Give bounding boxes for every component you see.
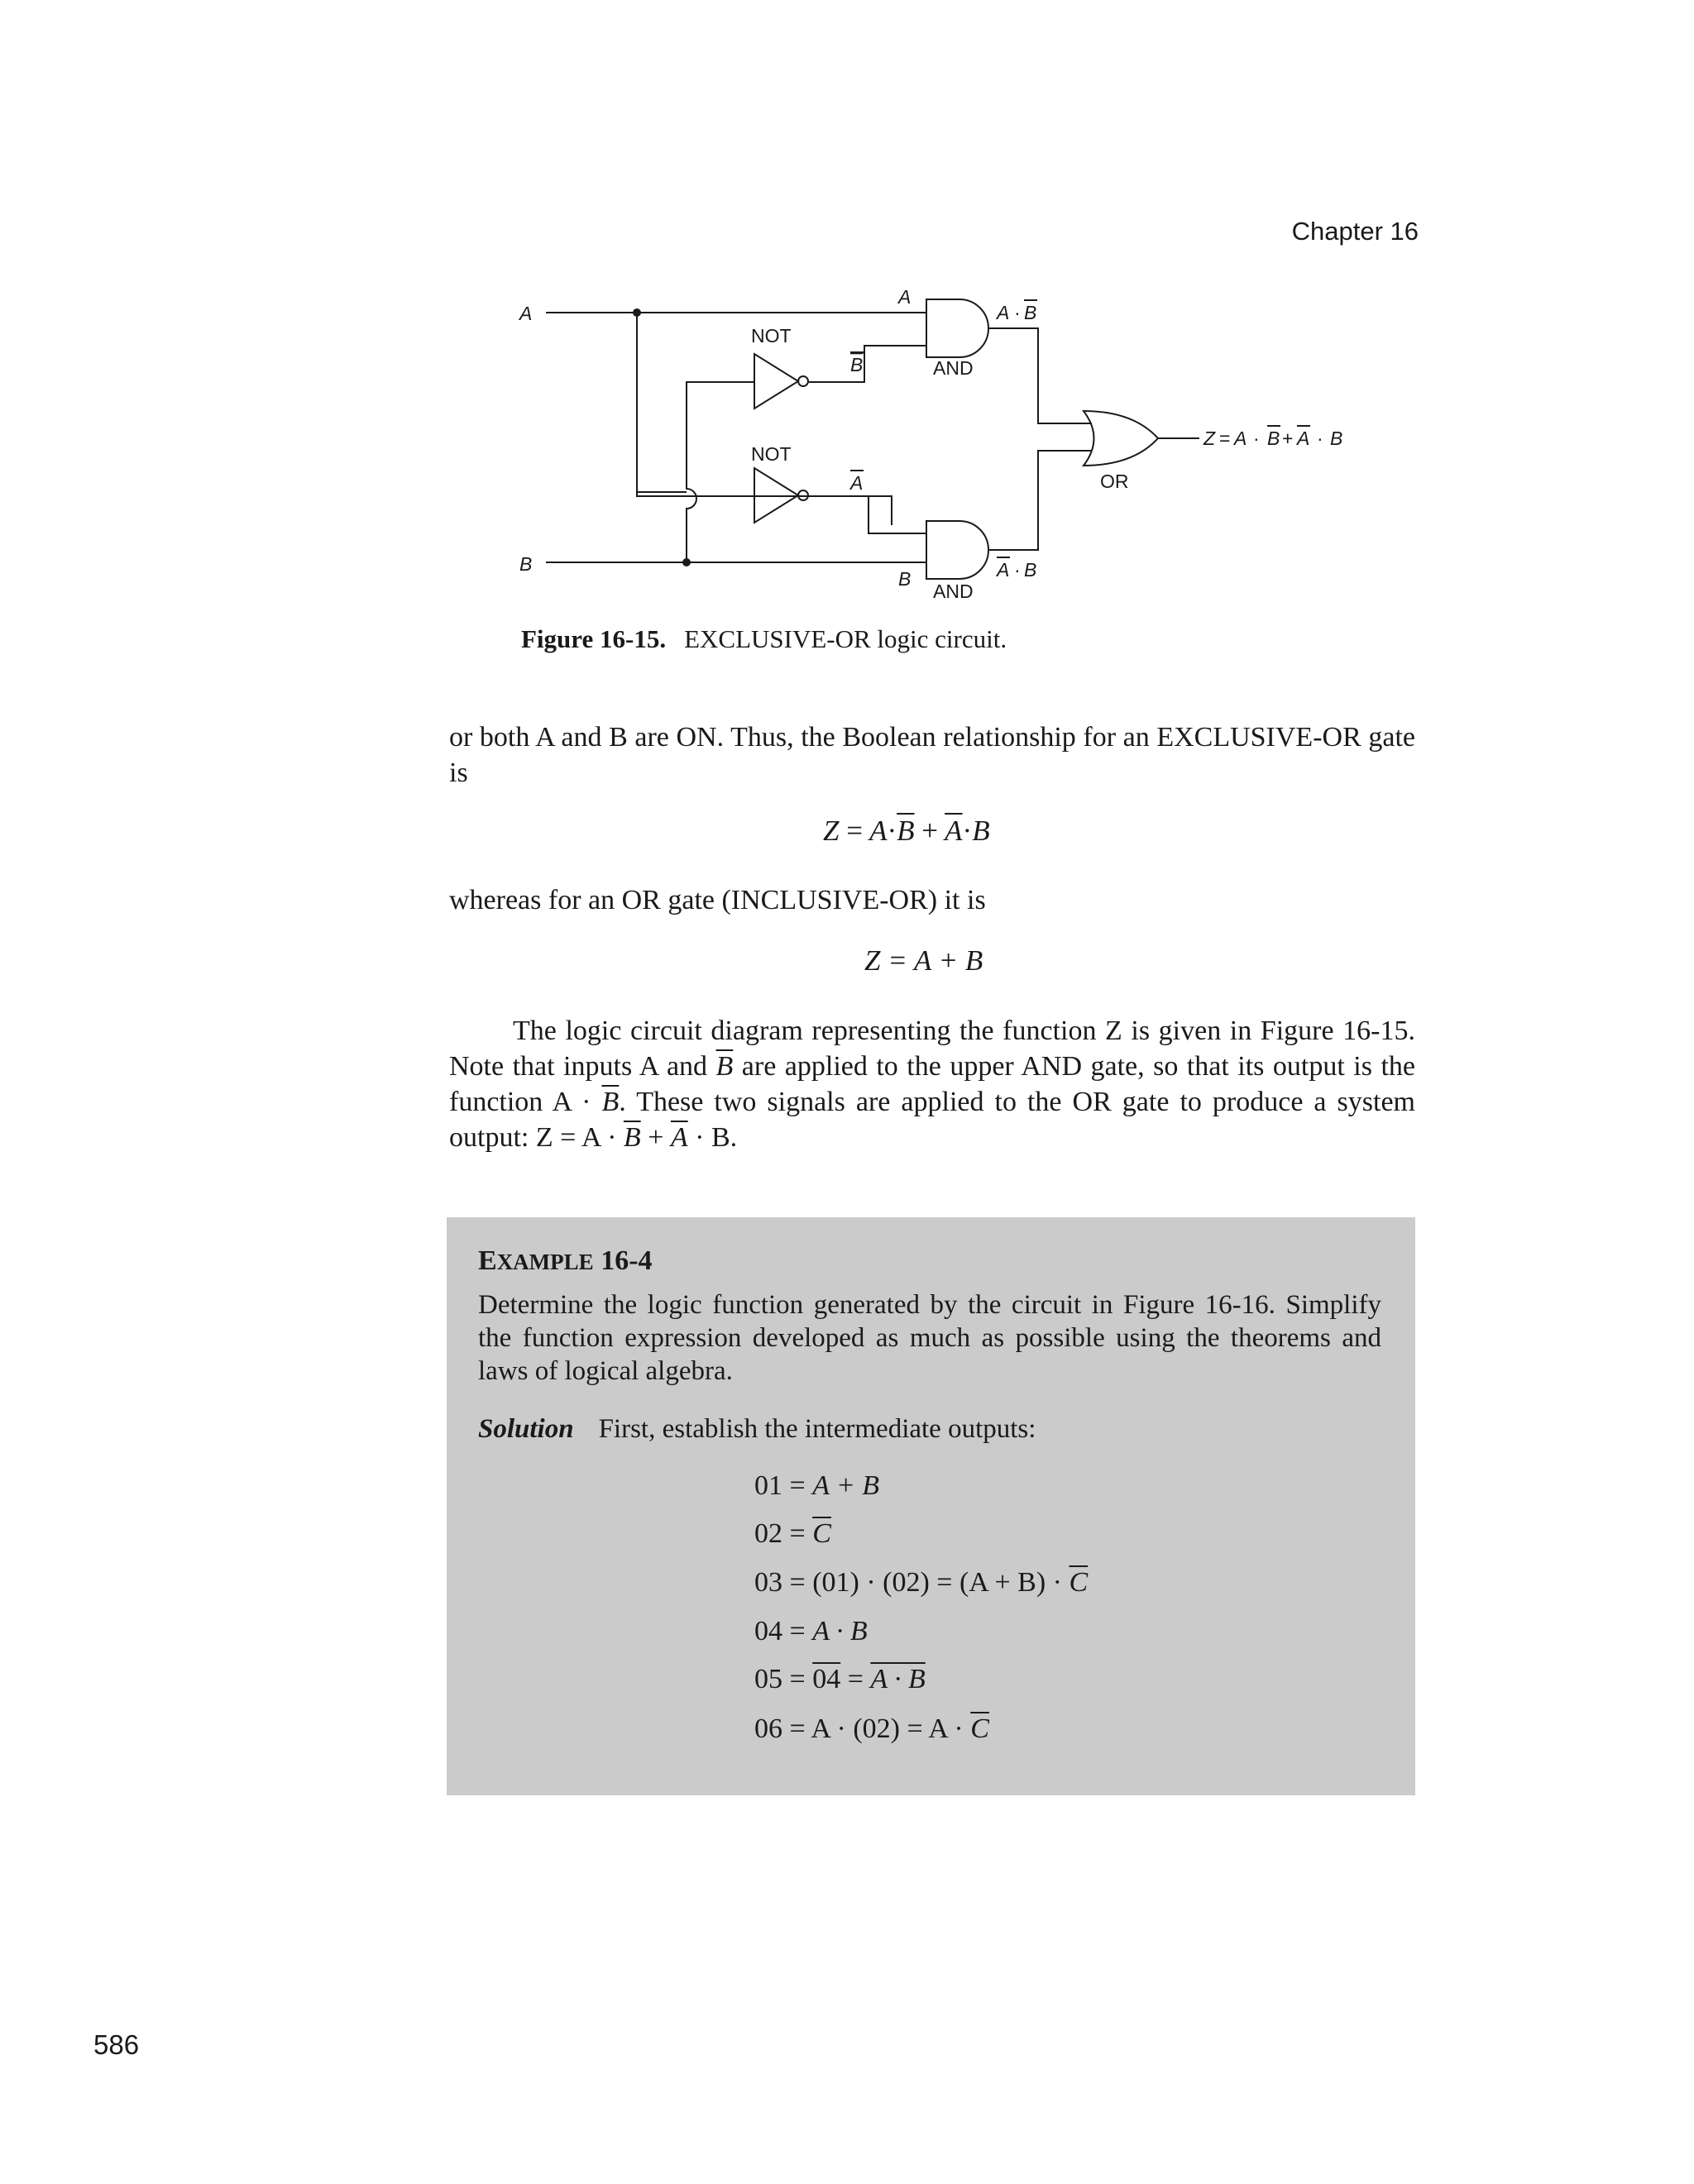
label-z-a: A: [1234, 428, 1247, 449]
figure-caption-label: Figure 16-15.: [521, 624, 667, 653]
example-box: [447, 1217, 1415, 1795]
wire-not-bottom-out: [809, 496, 926, 533]
output-eq-06: $06 = A \cdot (02) = A \cdot \overline{C}$: [754, 1713, 989, 1744]
label-z-a2: A: [1297, 428, 1310, 449]
output-eq-01: 01 = A + B: [754, 1470, 880, 1501]
not-gate-top: [754, 354, 798, 409]
wire-b-up: [687, 382, 754, 562]
label-z-b: B: [1267, 428, 1280, 449]
output-eq-04: 04 = A · B: [754, 1616, 868, 1646]
label-z-dot2: ·: [1317, 428, 1323, 449]
output-eq-05: 05 = 04 = A · B: [754, 1664, 926, 1694]
label-not-bottom: NOT: [751, 443, 792, 465]
paragraph-2: whereas for an OR gate (INCLUSIVE-OR) it is: [449, 885, 986, 915]
label-and-bottom-in-b: B: [898, 568, 912, 590]
label-and-bottom: AND: [933, 581, 974, 602]
and-gate-bottom: [926, 521, 988, 579]
label-and-top-out-dot: ·: [1014, 302, 1021, 323]
paragraph-3: The logic circuit diagram representing the function Z is given in Figure 16-15. Note that inputs A and $\overline{B}$ are applied to the upper AND gate, so that its output is the function $A \cdot \overline{B}$. These two signals are applied to the OR gate to produce a system output: $Z = A \cdot \overline{B} + \overline{A} \cdot B$.: [449, 1016, 1415, 1153]
solution-line: [478, 1414, 1036, 1445]
solution-text: First, establish the intermediate outputs:: [598, 1414, 1036, 1444]
label-a-bar: A: [850, 472, 864, 494]
junction-b: [682, 558, 691, 566]
output-eq-02: $02 = \overline{C}$: [754, 1518, 831, 1549]
label-or-gate: OR: [1100, 471, 1129, 492]
label-and-bottom-out-b: B: [1024, 559, 1037, 581]
example-title: EXAMPLE 16-4: [478, 1245, 653, 1276]
label-z-b2: B: [1330, 428, 1343, 449]
wire-and-bottom-out: [988, 451, 1092, 550]
label-z-plus: +: [1282, 428, 1294, 449]
equation-or: Z = A + B: [864, 944, 983, 977]
label-z-dot1: ·: [1253, 428, 1260, 449]
example-body: Determine the logic function generated by the circuit in Figure 16-16. Simplify the function expression developed as much as possible using the theorems and laws of logical algebra.: [478, 1290, 1381, 1386]
label-and-bottom-out-a: A: [997, 559, 1010, 581]
output-eq-03: $03 = (01) \cdot (02) = (A + B) \cdot \overline{C}$: [754, 1567, 1089, 1598]
chapter-header: Chapter 16: [1291, 217, 1419, 246]
label-and-top-in-a: A: [898, 286, 912, 308]
label-and-bottom-out-dot: ·: [1014, 559, 1021, 581]
label-input-a: A: [519, 303, 533, 324]
label-input-b: B: [519, 553, 533, 575]
junction-a: [633, 308, 641, 317]
wire-not-top-out: [809, 346, 926, 382]
xor-logic-circuit-diagram: [0, 0, 1694, 662]
label-z-eq: =: [1219, 428, 1231, 449]
label-and-top-out-a: A: [997, 302, 1010, 323]
label-and-top: AND: [933, 357, 974, 379]
equation-xor: $Z = A\cdot\overline{B} + \overline{A}\cdot B$: [823, 815, 990, 847]
paragraph-1: or both A and B are ON. Thus, the Boolean relationship for an EXCLUSIVE-OR gate is: [449, 722, 1415, 788]
and-gate-top: [926, 299, 988, 357]
page-number: 586: [93, 2029, 140, 2060]
label-z-z: Z: [1204, 428, 1216, 449]
label-not-top: NOT: [751, 325, 792, 346]
or-gate: [1084, 411, 1158, 466]
label-b-bar: B: [850, 354, 864, 375]
figure-caption-text: EXCLUSIVE-OR logic circuit.: [684, 624, 1007, 653]
label-and-top-out-b: B: [1024, 302, 1037, 323]
figure-caption: [521, 624, 1007, 654]
wire-and-top-out: [988, 328, 1092, 423]
solution-label: Solution: [478, 1414, 574, 1444]
